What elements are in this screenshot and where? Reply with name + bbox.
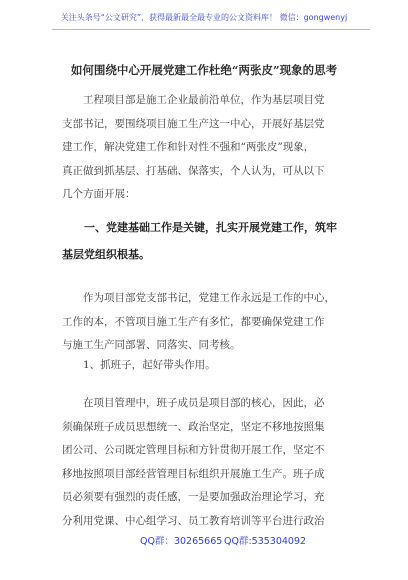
text-line: 与施工生产同部署、同落实、同考核。 [62,339,241,351]
heading-line: 一、党建基础工作是关键，扎实开展党建工作，筑牢 [84,221,337,234]
footer [0,533,408,547]
section-heading [62,214,362,268]
text-line: 真正做到抓基层、打基础、保落实，个人认为，可从以下 [62,164,325,177]
text-line: 在项目管理中，班子成员是项目部的核心，因此，必 [83,397,325,409]
header-divider [52,29,370,30]
paragraph-party-building [62,287,352,358]
paragraph-leadership [62,392,352,533]
header-note: 关注头条号“公文研究”，获得最新最全最专业的公文资料库！ 微信：gongwenyj [60,13,348,22]
text-line: 作为项目部党支部书记，党建工作永远是工作的中心， [83,292,335,304]
text-line: 支部书记，要围绕项目施工生产这一中心，开展好基层党 [62,117,325,130]
subheading [62,354,352,378]
subheading-text: 1、抓班子，起好带头作用。 [83,359,216,371]
text-line: 移地按照项目部经营管理目标组织开展施工生产。班子成 [62,467,325,480]
document-title: 如何围绕中心开展党建工作杜绝“两张皮”现象的思考 [70,63,338,77]
text-line: 建工作，解决党建工作和针对性不强和“两张皮”现象， [62,141,315,153]
text-line: 几个方面开展： [62,188,136,200]
text-line: 分利用党课、中心组学习、员工教育培训等平台进行政治 [62,514,325,527]
text-line: 团公司、公司既定管理目标和方针贯彻开展工作，坚定不 [62,444,325,456]
text-line: 员必须要有强烈的责任感，一是要加强政治理论学习，充 [62,491,325,503]
footer-qq-group-2: QQ群:535304092 [224,536,307,547]
footer-qq-group-1: QQ群：30265665 [140,536,223,547]
text-line: 须确保班子成员思想统一、政治坚定，坚定不移地按照集 [62,420,325,433]
heading-line: 基层党组织根基。 [62,248,150,261]
text-line: 工作的本，不管项目施工生产有多忙，都要确保党建工作 [62,315,325,328]
text-line: 工程项目部是施工企业最前沿单位，作为基层项目党 [83,94,325,106]
paragraph-intro [62,89,352,207]
